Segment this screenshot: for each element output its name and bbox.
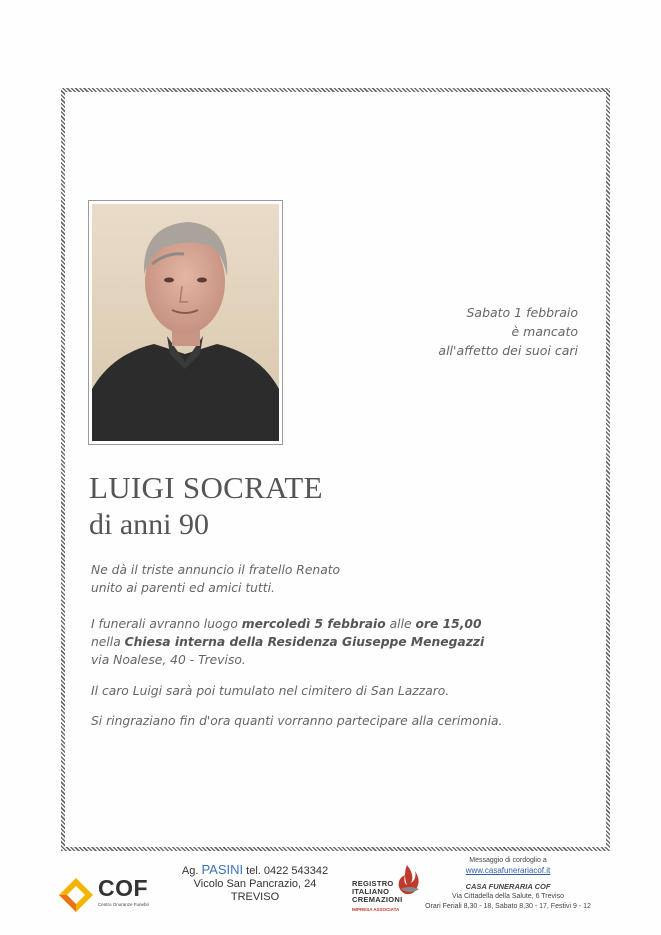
agency-name: PASINI	[201, 862, 244, 877]
condolences-link[interactable]: www.casafunerariacof.it	[465, 866, 551, 875]
announcement-line: Ne dà il triste annuncio il fratello Renato	[91, 563, 341, 577]
funeral-line-3: via Noalese, 40 - Treviso.	[91, 653, 246, 667]
funeral-home-address: Via Cittadella della Salute, 6 Treviso	[452, 893, 564, 900]
funeral-home-hours: Orari Feriali 8,30 - 18, Sabato 8,30 - 17, Festivi 9 - 12	[425, 903, 591, 910]
portrait-photo	[88, 200, 283, 445]
thanks-line: Si ringraziano fin d'ora quanti vorranno partecipare alla cerimonia.	[91, 714, 503, 728]
agency-info	[180, 863, 330, 904]
registro-text: REGISTRO ITALIANO CREMAZIONI	[352, 879, 403, 904]
funeral-date: mercoledì 5 febbraio	[241, 617, 386, 631]
funeral-place: Chiesa interna della Residenza Giuseppe Menegazzi	[124, 635, 485, 649]
cof-logo	[58, 869, 168, 919]
announcement-paragraph	[91, 561, 340, 597]
burial-info: Il caro Luigi sarà poi tumulato nel cimitero di San Lazzaro.	[91, 684, 450, 698]
cof-subtitle: Centro Onoranze Funebri	[98, 902, 150, 907]
funeral-details	[91, 615, 484, 669]
date-note-line: è mancato	[511, 324, 578, 339]
cof-name: COF	[98, 875, 149, 901]
agency-line: Ag. PASINI tel. 0422 543342	[181, 862, 329, 877]
condolences-info	[403, 856, 613, 912]
date-note-line: all'affetto dei suoi cari	[438, 343, 578, 358]
funeral-time: ore 15,00	[415, 617, 482, 631]
agency-phone: tel. 0422 543342	[243, 865, 329, 877]
agency-address: Vicolo San Pancrazio, 24	[193, 878, 317, 890]
condolences-label: Messaggio di cordoglio a	[469, 857, 547, 864]
portrait-image	[92, 204, 279, 441]
funeral-line-1: I funerali avranno luogo mercoledì 5 febbraio alle ore 15,00	[91, 617, 482, 631]
footer	[0, 855, 661, 935]
funeral-line-2: nella Chiesa interna della Residenza Giuseppe Menegazzi	[91, 635, 485, 649]
deceased-age: di anni 90	[89, 508, 209, 541]
date-note-line: Sabato 1 febbraio	[466, 305, 578, 320]
cof-diamond-icon	[58, 877, 94, 913]
announcement-line: unito ai parenti ed amici tutti.	[91, 581, 275, 595]
date-note	[438, 303, 578, 360]
deceased-name: LUIGI SOCRATE	[89, 470, 323, 505]
registro-subtitle: IMPRESA ASSOCIATA	[352, 907, 400, 912]
funeral-home-name: CASA FUNERARIA COF	[465, 882, 551, 891]
agency-city: TREVISO	[230, 891, 280, 903]
